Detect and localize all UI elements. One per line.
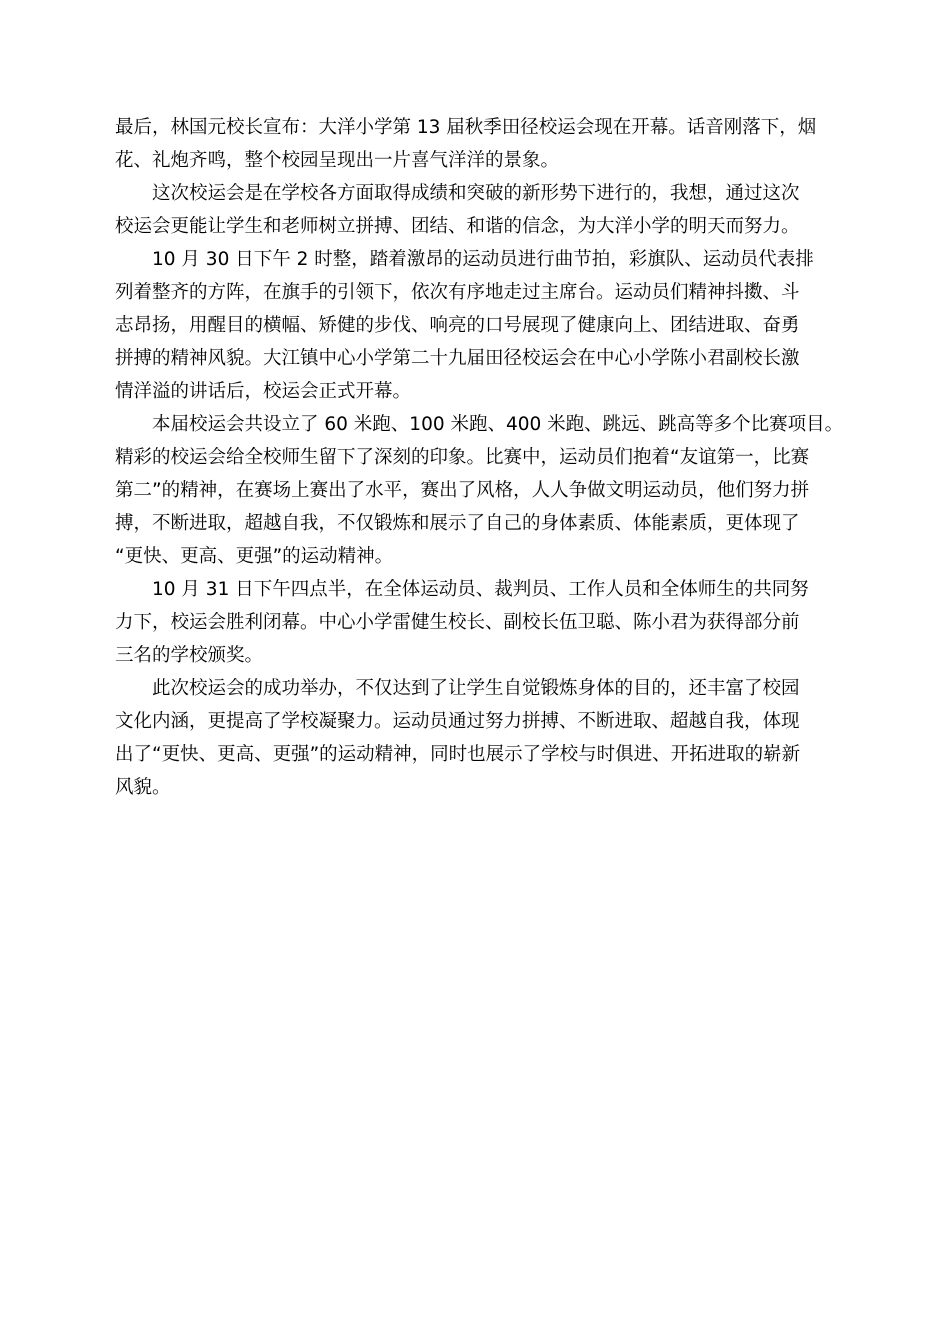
paragraph-opening <box>115 111 845 177</box>
text-line: 志昂扬，用醒目的横幅、矫健的步伐、响亮的口号展现了健康向上、团结进取、奋勇 <box>115 315 800 336</box>
text-line: 精彩的校运会给全校师生留下了深刻的印象。比赛中，运动员们抱着“友谊第一，比赛 <box>115 447 810 468</box>
text-line: 本届校运会共设立了 60 米跑、100 米跑、400 米跑、跳远、跳高等多个比赛项目。 <box>152 414 844 435</box>
text-line: “更快、更高、更强”的运动精神。 <box>115 546 394 567</box>
paragraph-opening-ceremony <box>115 243 845 408</box>
paragraph-significance <box>115 177 845 243</box>
text-line: 情洋溢的讲话后，校运会正式开幕。 <box>115 381 412 402</box>
text-line: 最后，林国元校长宣布：大洋小学第 13 届秋季田径校运会现在开幕。话音刚落下，烟 <box>115 117 817 138</box>
text-line: 搏，不断进取，超越自我，不仅锻炼和展示了自己的身体素质、体能素质，更体现了 <box>115 513 800 534</box>
text-line: 出了“更快、更高、更强”的运动精神，同时也展示了学校与时俱进、开拓进取的崭新 <box>115 744 801 765</box>
text-line: 校运会更能让学生和老师树立拼搏、团结、和谐的信念，为大洋小学的明天而努力。 <box>115 216 800 237</box>
text-line: 力下，校运会胜利闭幕。中心小学雷健生校长、副校长伍卫聪、陈小君为获得部分前 <box>115 612 800 633</box>
paragraph-closing-ceremony <box>115 573 845 672</box>
text-line: 花、礼炮齐鸣，整个校园呈现出一片喜气洋洋的景象。 <box>115 150 560 171</box>
text-line: 10 月 31 日下午四点半，在全体运动员、裁判员、工作人员和全体师生的共同努 <box>152 579 809 600</box>
text-line: 三名的学校颁奖。 <box>115 645 264 666</box>
paragraph-conclusion <box>115 672 845 804</box>
text-line: 拼搏的精神风貌。大江镇中心小学第二十九届田径校运会在中心小学陈小君副校长激 <box>115 348 800 369</box>
text-line: 10 月 30 日下午 2 时整，踏着激昂的运动员进行曲节拍，彩旗队、运动员代表排 <box>152 249 814 270</box>
text-line: 列着整齐的方阵，在旗手的引领下，依次有序地走过主席台。运动员们精神抖擞、斗 <box>115 282 800 303</box>
text-line: 这次校运会是在学校各方面取得成绩和突破的新形势下进行的，我想，通过这次 <box>152 183 800 204</box>
document-body <box>115 111 845 804</box>
text-line: 此次校运会的成功举办，不仅达到了让学生自觉锻炼身体的目的，还丰富了校园 <box>152 678 800 699</box>
text-line: 风貌。 <box>115 777 171 798</box>
paragraph-events <box>115 408 845 573</box>
text-line: 第二”的精神，在赛场上赛出了水平，赛出了风格，人人争做文明运动员，他们努力拼 <box>115 480 810 501</box>
text-line: 文化内涵，更提高了学校凝聚力。运动员通过努力拼搏、不断进取、超越自我，体现 <box>115 711 800 732</box>
